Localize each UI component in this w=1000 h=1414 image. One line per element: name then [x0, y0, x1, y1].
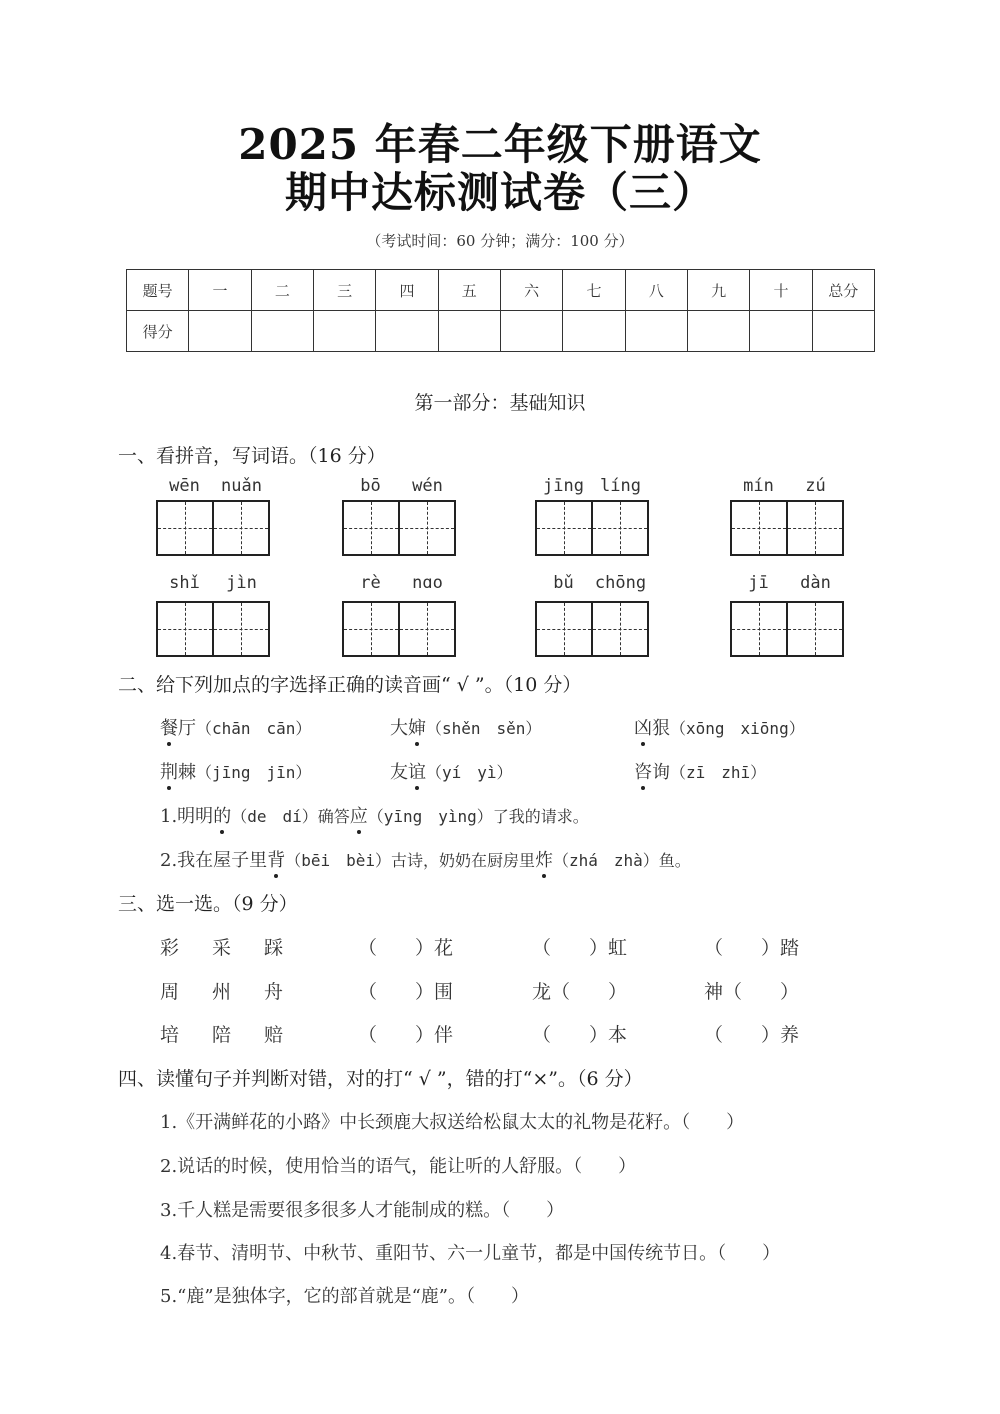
q2-pinyin-options: （chān cān） — [196, 719, 312, 738]
q4-item: 3.千人糕是需要很多很多人才能制成的糕。（ ） — [160, 1200, 565, 1221]
tianzige-writing-grid[interactable] — [156, 601, 270, 657]
q2-word-char: 餐 — [160, 714, 178, 740]
q2-word-item — [634, 714, 805, 740]
writing-cell[interactable] — [214, 502, 268, 554]
score-input-cell[interactable] — [812, 311, 874, 352]
tianzige-writing-grid[interactable] — [730, 500, 844, 556]
q3-option-char: 陪 — [212, 1024, 232, 1046]
q4-item: 4.春节、清明节、中秋节、重阳节、六一儿童节，都是中国传统节日。（ ） — [160, 1243, 781, 1264]
pinyin-syllable: shǐ — [169, 573, 200, 593]
q3-option-char: 舟 — [264, 981, 284, 1003]
score-input-cell[interactable] — [313, 311, 375, 352]
q2-s1-text: （yīng yìng）了我的请求。 — [367, 807, 589, 826]
pinyin-syllable: zú — [805, 476, 826, 496]
score-input-cell[interactable] — [563, 311, 625, 352]
q2-sentence-2 — [160, 846, 691, 872]
pinyin-label — [730, 573, 844, 593]
tianzige-writing-grid[interactable] — [156, 500, 270, 556]
q2-word-char: 厅 — [178, 718, 196, 739]
pinyin-syllable: rè — [360, 573, 381, 593]
pinyin-syllable: nɑo — [412, 573, 443, 593]
score-input-cell[interactable] — [376, 311, 438, 352]
score-table-header-row — [127, 270, 875, 311]
score-input-cell[interactable] — [500, 311, 562, 352]
pinyin-label — [730, 476, 844, 496]
q3-blank[interactable]: 神（ ） — [704, 981, 800, 1003]
score-header-cell: 一 — [189, 270, 251, 311]
writing-cell[interactable] — [158, 502, 214, 554]
writing-cell[interactable] — [400, 502, 454, 554]
q2-word-item — [390, 758, 513, 784]
exam-title-line1: 2025 年春二年级下册语文 — [238, 120, 762, 169]
score-input-cell[interactable] — [251, 311, 313, 352]
writing-cell[interactable] — [344, 603, 400, 655]
q3-blank[interactable]: （ ）本 — [532, 1024, 628, 1046]
tianzige-writing-grid[interactable] — [730, 601, 844, 657]
q2-pinyin-options: （xōng xiōng） — [670, 719, 805, 738]
q3-option-char: 采 — [212, 937, 232, 959]
writing-cell[interactable] — [788, 502, 842, 554]
q3-blank[interactable]: （ ）花 — [358, 937, 454, 959]
q4-item: 5.“鹿”是独体字，它的部首就是“鹿”。（ ） — [160, 1286, 529, 1307]
q2-pinyin-options: （shěn sěn） — [426, 719, 542, 738]
writing-cell[interactable] — [593, 502, 647, 554]
q1-heading: 一、看拼音，写词语。（16 分） — [118, 445, 386, 467]
tianzige-writing-grid[interactable] — [342, 500, 456, 556]
q3-option-char: 州 — [212, 981, 232, 1003]
pinyin-syllable: dàn — [800, 573, 831, 593]
q2-word-char: 询 — [652, 762, 670, 783]
score-header-cell: 七 — [563, 270, 625, 311]
q2-pinyin-options: （jīng jīn） — [196, 763, 312, 782]
q2-s2-dotted-char: 背 — [267, 846, 285, 872]
pinyin-syllable: chōng — [594, 573, 647, 593]
q4-item: 1.《开满鲜花的小路》中长颈鹿大叔送给松鼠太太的礼物是花籽。（ ） — [160, 1112, 745, 1133]
q2-word-char: 狠 — [652, 718, 670, 739]
pinyin-syllable: bō — [360, 476, 381, 496]
q3-blank[interactable]: （ ）围 — [358, 981, 454, 1003]
q3-blank[interactable]: （ ）踏 — [704, 937, 800, 959]
writing-cell[interactable] — [214, 603, 268, 655]
score-input-cell[interactable] — [189, 311, 251, 352]
q2-word-item — [160, 758, 311, 784]
tianzige-writing-grid[interactable] — [342, 601, 456, 657]
score-header-cell: 九 — [687, 270, 749, 311]
pinyin-label — [342, 573, 456, 593]
pinyin-label — [535, 476, 649, 496]
score-input-cell[interactable] — [750, 311, 812, 352]
section-title: 第一部分：基础知识 — [414, 392, 586, 414]
q2-s2-dotted-char: 炸 — [535, 846, 553, 872]
q2-word-item — [390, 714, 541, 740]
score-header-cell: 十 — [750, 270, 812, 311]
score-header-cell: 八 — [625, 270, 687, 311]
q2-pinyin-options: （zī zhī） — [670, 763, 767, 782]
q2-s1-text: 1.明明 — [160, 806, 214, 827]
tianzige-writing-grid[interactable] — [535, 500, 649, 556]
exam-title-line2: 期中达标测试卷（三） — [284, 168, 715, 217]
q2-s2-text: （zhá zhà）鱼。 — [553, 851, 691, 870]
q2-word-char: 友 — [390, 762, 408, 783]
q2-word-item — [634, 758, 766, 784]
q3-blank[interactable]: （ ）虹 — [532, 937, 628, 959]
q2-word-char: 棘 — [178, 762, 196, 783]
q2-word-char: 婶 — [408, 714, 426, 740]
writing-cell[interactable] — [537, 603, 593, 655]
writing-cell[interactable] — [788, 603, 842, 655]
q3-blank[interactable]: （ ）养 — [704, 1024, 800, 1046]
q2-word-item — [160, 714, 311, 740]
pinyin-label — [156, 573, 270, 593]
q2-word-char: 大 — [390, 718, 408, 739]
pinyin-syllable: nuǎn — [221, 476, 262, 496]
q2-word-char: 凶 — [634, 714, 652, 740]
pinyin-syllable: wén — [412, 476, 443, 496]
score-header-cell: 总分 — [812, 270, 874, 311]
q2-sentence-1 — [160, 802, 589, 828]
pinyin-label — [156, 476, 270, 496]
score-input-cell[interactable] — [687, 311, 749, 352]
q3-blank[interactable]: （ ）伴 — [358, 1024, 454, 1046]
q2-s2-text: 2.我在屋子里 — [160, 850, 268, 871]
pinyin-syllable: jìn — [226, 573, 257, 593]
exam-subtitle: （考试时间：60 分钟；满分：100 分） — [366, 232, 634, 250]
score-header-cell: 题号 — [127, 270, 189, 311]
writing-cell[interactable] — [344, 502, 400, 554]
pinyin-syllable: mín — [743, 476, 774, 496]
writing-cell[interactable] — [593, 603, 647, 655]
q2-word-char: 荆 — [160, 758, 178, 784]
q4-item: 2.说话的时候，使用恰当的语气，能让听的人舒服。（ ） — [160, 1156, 637, 1177]
q2-s1-dotted-char: 的 — [213, 802, 231, 828]
q3-option-char: 踩 — [264, 937, 284, 959]
q3-option-char: 赔 — [264, 1024, 284, 1046]
score-header-cell: 五 — [438, 270, 500, 311]
pinyin-label — [342, 476, 456, 496]
score-header-cell: 二 — [251, 270, 313, 311]
q3-heading: 三、选一选。（9 分） — [118, 893, 298, 915]
pinyin-syllable: líng — [600, 476, 641, 496]
score-table — [126, 269, 875, 352]
score-table-score-row — [127, 311, 875, 352]
tianzige-writing-grid[interactable] — [535, 601, 649, 657]
writing-cell[interactable] — [732, 502, 788, 554]
pinyin-syllable: bǔ — [553, 573, 574, 593]
writing-cell[interactable] — [732, 603, 788, 655]
pinyin-syllable: jīng — [543, 476, 584, 496]
pinyin-label — [535, 573, 649, 593]
q3-option-char: 周 — [160, 981, 180, 1003]
writing-cell[interactable] — [400, 603, 454, 655]
score-row-label: 得分 — [127, 311, 189, 352]
q3-option-char: 彩 — [160, 937, 180, 959]
q2-word-char: 咨 — [634, 758, 652, 784]
q2-s1-text: （de dí）确答 — [231, 807, 350, 826]
q2-pinyin-options: （yí yì） — [426, 763, 513, 782]
score-input-cell[interactable] — [625, 311, 687, 352]
writing-cell[interactable] — [537, 502, 593, 554]
score-header-cell: 六 — [500, 270, 562, 311]
score-header-cell: 四 — [376, 270, 438, 311]
q4-heading: 四、读懂句子并判断对错，对的打“ √ ”，错的打“×”。（6 分） — [118, 1068, 643, 1090]
q2-s2-text: （bēi bèi）古诗，奶奶在厨房里 — [285, 851, 535, 870]
q3-blank[interactable]: 龙（ ） — [532, 981, 628, 1003]
score-header-cell: 三 — [313, 270, 375, 311]
q2-s1-dotted-char: 应 — [350, 802, 368, 828]
pinyin-syllable: jī — [748, 573, 769, 593]
q2-word-char: 谊 — [408, 758, 426, 784]
q3-option-char: 培 — [160, 1024, 180, 1046]
pinyin-syllable: wēn — [169, 476, 200, 496]
score-input-cell[interactable] — [438, 311, 500, 352]
writing-cell[interactable] — [158, 603, 214, 655]
q2-heading: 二、给下列加点的字选择正确的读音画“ √ ”。（10 分） — [118, 674, 582, 696]
